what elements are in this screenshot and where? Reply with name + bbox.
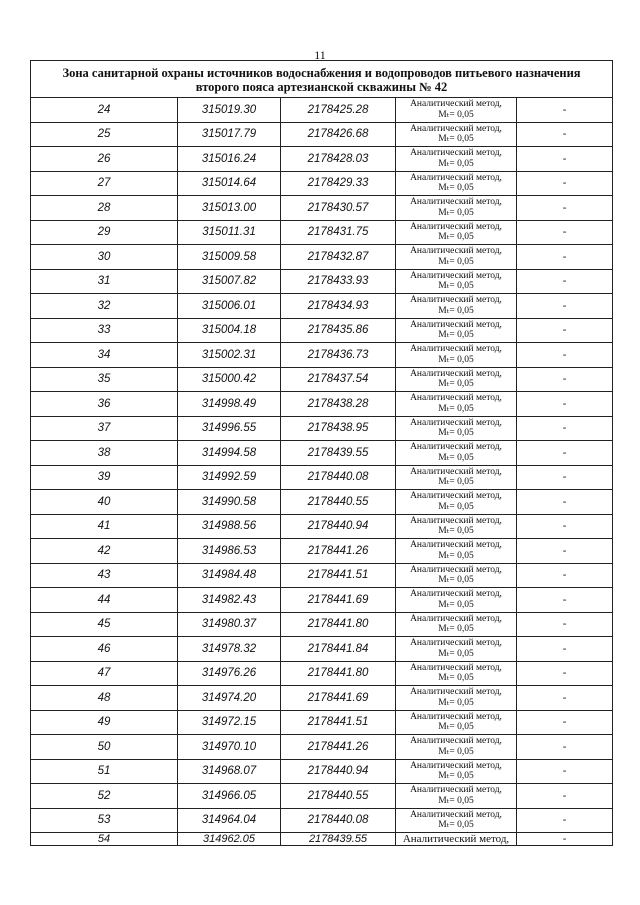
value-cell: - <box>517 588 613 613</box>
method-cell <box>396 661 517 686</box>
method-line-2: Mₜ= 0,05 <box>438 575 474 586</box>
method-line-2: Mₜ= 0,05 <box>438 109 474 120</box>
method-cell <box>396 686 517 711</box>
table-title <box>31 61 613 98</box>
method-line-1: Аналитический метод, <box>410 736 502 747</box>
table-row <box>31 588 613 613</box>
method-line-1: Аналитический метод, <box>410 785 502 796</box>
coord-x: 315004.18 <box>178 318 281 343</box>
table-row <box>31 514 613 539</box>
method-line-1: Аналитический метод, <box>410 564 502 575</box>
page-number: 11 <box>314 48 326 62</box>
coord-y: 2178440.55 <box>281 784 396 809</box>
coord-y: 2178439.55 <box>281 833 396 846</box>
coord-x: 314984.48 <box>178 563 281 588</box>
coord-x: 314992.59 <box>178 465 281 490</box>
point-number: 42 <box>31 539 178 564</box>
coord-y: 2178441.51 <box>281 563 396 588</box>
table-row <box>31 784 613 809</box>
method-cell <box>396 441 517 466</box>
table-row <box>31 392 613 417</box>
point-number: 27 <box>31 171 178 196</box>
point-number: 38 <box>31 441 178 466</box>
point-number: 24 <box>31 98 178 123</box>
method-line-1: Аналитический метод, <box>410 687 502 698</box>
method-line-2: Mₜ= 0,05 <box>438 158 474 169</box>
method-line-2: Mₜ= 0,05 <box>438 501 474 512</box>
method-cell <box>396 367 517 392</box>
method-line-1: Аналитический метод, <box>410 148 502 159</box>
method-line-2: Mₜ= 0,05 <box>438 452 474 463</box>
coord-x: 315009.58 <box>178 245 281 270</box>
value-cell: - <box>517 710 613 735</box>
table-row <box>31 269 613 294</box>
method-cell <box>396 808 517 833</box>
method-line-2: Mₜ= 0,05 <box>438 673 474 684</box>
table-row <box>31 367 613 392</box>
method-cell <box>396 416 517 441</box>
value-cell: - <box>517 220 613 245</box>
point-number: 43 <box>31 563 178 588</box>
method-line-2: Mₜ= 0,05 <box>438 207 474 218</box>
coord-x: 315002.31 <box>178 343 281 368</box>
method-line-1: Аналитический метод, <box>410 393 502 404</box>
method-line-2: Mₜ= 0,05 <box>438 550 474 561</box>
point-number: 26 <box>31 147 178 172</box>
table-row <box>31 490 613 515</box>
coord-x: 314986.53 <box>178 539 281 564</box>
table-row <box>31 563 613 588</box>
table-row <box>31 122 613 147</box>
method-line-1: Аналитический метод, <box>410 319 502 330</box>
method-line-1: Аналитический метод, <box>410 368 502 379</box>
method-cell <box>396 784 517 809</box>
method-line-1: Аналитический метод, <box>410 344 502 355</box>
coord-x: 314966.05 <box>178 784 281 809</box>
point-number: 30 <box>31 245 178 270</box>
coord-y: 2178440.08 <box>281 465 396 490</box>
point-number: 37 <box>31 416 178 441</box>
method-cell <box>396 196 517 221</box>
method-cell <box>396 563 517 588</box>
value-cell: - <box>517 563 613 588</box>
method-cell <box>396 759 517 784</box>
method-line-1: Аналитический метод, <box>410 662 502 673</box>
coord-y: 2178431.75 <box>281 220 396 245</box>
table-row <box>31 637 613 662</box>
point-number: 34 <box>31 343 178 368</box>
value-cell: - <box>517 416 613 441</box>
table-title-row <box>31 61 613 98</box>
value-cell: - <box>517 637 613 662</box>
method-cell <box>396 269 517 294</box>
method-line-1: Аналитический метод, <box>410 172 502 183</box>
coord-x: 314994.58 <box>178 441 281 466</box>
table-row <box>31 98 613 123</box>
method-cell <box>396 318 517 343</box>
title-line-1: Зона санитарной охраны источников водоснабжения и водопроводов питьевого назначения <box>62 65 581 80</box>
method-line-2: Mₜ= 0,05 <box>438 232 474 243</box>
coord-x: 314970.10 <box>178 735 281 760</box>
coord-y: 2178441.26 <box>281 735 396 760</box>
value-cell: - <box>517 294 613 319</box>
method-cell: Аналитический метод, <box>396 833 517 846</box>
coord-y: 2178441.80 <box>281 661 396 686</box>
coord-y: 2178433.93 <box>281 269 396 294</box>
coord-y: 2178438.28 <box>281 392 396 417</box>
coord-y: 2178440.55 <box>281 490 396 515</box>
value-cell: - <box>517 196 613 221</box>
table-row <box>31 318 613 343</box>
value-cell: - <box>517 661 613 686</box>
point-number: 44 <box>31 588 178 613</box>
coord-x: 315007.82 <box>178 269 281 294</box>
point-number: 53 <box>31 808 178 833</box>
value-cell: - <box>517 612 613 637</box>
method-line-2: Mₜ= 0,05 <box>438 428 474 439</box>
coord-y: 2178440.08 <box>281 808 396 833</box>
method-line-2: Mₜ= 0,05 <box>438 599 474 610</box>
coord-x: 314980.37 <box>178 612 281 637</box>
point-number: 45 <box>31 612 178 637</box>
point-number: 36 <box>31 392 178 417</box>
method-line-2: Mₜ= 0,05 <box>438 379 474 390</box>
point-number: 54 <box>31 833 178 846</box>
table-row <box>31 147 613 172</box>
table-row <box>31 416 613 441</box>
coord-y: 2178438.95 <box>281 416 396 441</box>
table-row <box>31 294 613 319</box>
table-row <box>31 171 613 196</box>
value-cell: - <box>517 171 613 196</box>
method-line-1: Аналитический метод, <box>410 515 502 526</box>
method-cell <box>396 588 517 613</box>
point-number: 28 <box>31 196 178 221</box>
value-cell: - <box>517 245 613 270</box>
method-line-2: Mₜ= 0,05 <box>438 354 474 365</box>
table-row <box>31 808 613 833</box>
value-cell: - <box>517 784 613 809</box>
coord-x: 315000.42 <box>178 367 281 392</box>
value-cell: - <box>517 759 613 784</box>
method-cell <box>396 220 517 245</box>
method-line-2: Mₜ= 0,05 <box>438 526 474 537</box>
method-cell <box>396 245 517 270</box>
method-line-1: Аналитический метод, <box>410 197 502 208</box>
point-number: 50 <box>31 735 178 760</box>
coord-y: 2178425.28 <box>281 98 396 123</box>
value-cell: - <box>517 318 613 343</box>
method-line-1: Аналитический метод, <box>410 491 502 502</box>
method-cell <box>396 490 517 515</box>
method-line-2: Mₜ= 0,05 <box>438 820 474 831</box>
method-line-1: Аналитический метод, <box>410 417 502 428</box>
value-cell: - <box>517 343 613 368</box>
coord-y: 2178441.26 <box>281 539 396 564</box>
value-cell: - <box>517 833 613 846</box>
point-number: 52 <box>31 784 178 809</box>
coord-y: 2178436.73 <box>281 343 396 368</box>
value-cell: - <box>517 686 613 711</box>
coord-y: 2178428.03 <box>281 147 396 172</box>
value-cell: - <box>517 269 613 294</box>
method-line-2: Mₜ= 0,05 <box>438 403 474 414</box>
coord-x: 314976.26 <box>178 661 281 686</box>
coord-x: 314972.15 <box>178 710 281 735</box>
method-line-1: Аналитический метод, <box>410 466 502 477</box>
point-number: 46 <box>31 637 178 662</box>
coord-x: 315006.01 <box>178 294 281 319</box>
table-row <box>31 759 613 784</box>
method-line-1: Аналитический метод, <box>410 99 502 110</box>
method-line-2: Mₜ= 0,05 <box>438 697 474 708</box>
coord-y: 2178430.57 <box>281 196 396 221</box>
point-number: 48 <box>31 686 178 711</box>
table-row <box>31 196 613 221</box>
coord-y: 2178441.69 <box>281 686 396 711</box>
point-number: 41 <box>31 514 178 539</box>
value-cell: - <box>517 98 613 123</box>
value-cell: - <box>517 539 613 564</box>
coord-y: 2178441.69 <box>281 588 396 613</box>
value-cell: - <box>517 392 613 417</box>
table-row <box>31 220 613 245</box>
coord-x: 315013.00 <box>178 196 281 221</box>
method-line-2: Mₜ= 0,05 <box>438 722 474 733</box>
value-cell: - <box>517 367 613 392</box>
coord-x: 314964.04 <box>178 808 281 833</box>
point-number: 51 <box>31 759 178 784</box>
point-number: 33 <box>31 318 178 343</box>
point-number: 31 <box>31 269 178 294</box>
method-cell <box>396 122 517 147</box>
method-line-1: Аналитический метод, <box>410 221 502 232</box>
point-number: 35 <box>31 367 178 392</box>
value-cell: - <box>517 147 613 172</box>
coord-y: 2178432.87 <box>281 245 396 270</box>
coord-x: 315014.64 <box>178 171 281 196</box>
method-line-1: Аналитический метод, <box>410 589 502 600</box>
coordinates-table <box>30 60 613 846</box>
method-line-1: Аналитический метод, <box>410 442 502 453</box>
table-row <box>31 441 613 466</box>
coord-x: 314978.32 <box>178 637 281 662</box>
coord-y: 2178439.55 <box>281 441 396 466</box>
coord-x: 314990.58 <box>178 490 281 515</box>
table-row <box>31 710 613 735</box>
value-cell: - <box>517 441 613 466</box>
method-line-1: Аналитический метод, <box>410 638 502 649</box>
table-row <box>31 686 613 711</box>
coord-x: 314974.20 <box>178 686 281 711</box>
method-line-2: Mₜ= 0,05 <box>438 624 474 635</box>
method-line-1: Аналитический метод, <box>410 295 502 306</box>
coord-y: 2178440.94 <box>281 514 396 539</box>
method-line-1: Аналитический метод, <box>410 540 502 551</box>
method-line-2: Mₜ= 0,05 <box>438 281 474 292</box>
coord-x: 315017.79 <box>178 122 281 147</box>
point-number: 32 <box>31 294 178 319</box>
method-line-2: Mₜ= 0,05 <box>438 771 474 782</box>
point-number: 39 <box>31 465 178 490</box>
method-line-2: Mₜ= 0,05 <box>438 134 474 145</box>
coord-x: 315019.30 <box>178 98 281 123</box>
method-cell <box>396 514 517 539</box>
coord-y: 2178440.94 <box>281 759 396 784</box>
method-cell <box>396 612 517 637</box>
value-cell: - <box>517 514 613 539</box>
method-cell <box>396 98 517 123</box>
method-cell <box>396 710 517 735</box>
method-cell <box>396 637 517 662</box>
method-line-1: Аналитический метод, <box>410 270 502 281</box>
method-cell <box>396 171 517 196</box>
coord-y: 2178435.86 <box>281 318 396 343</box>
value-cell: - <box>517 490 613 515</box>
coord-y: 2178426.68 <box>281 122 396 147</box>
coord-x: 314996.55 <box>178 416 281 441</box>
table-row <box>31 465 613 490</box>
point-number: 40 <box>31 490 178 515</box>
value-cell: - <box>517 735 613 760</box>
method-cell <box>396 735 517 760</box>
table-row <box>31 735 613 760</box>
method-line-2: Mₜ= 0,05 <box>438 183 474 194</box>
method-line-1: Аналитический метод, <box>410 123 502 134</box>
value-cell: - <box>517 808 613 833</box>
coord-y: 2178429.33 <box>281 171 396 196</box>
method-cell <box>396 539 517 564</box>
table-row <box>31 833 613 846</box>
coord-x: 314982.43 <box>178 588 281 613</box>
coord-x: 314962.05 <box>178 833 281 846</box>
coord-y: 2178434.93 <box>281 294 396 319</box>
coord-y: 2178437.54 <box>281 367 396 392</box>
table-row <box>31 343 613 368</box>
method-line-1: Аналитический метод, <box>410 711 502 722</box>
method-cell <box>396 392 517 417</box>
coord-x: 314968.07 <box>178 759 281 784</box>
coord-y: 2178441.80 <box>281 612 396 637</box>
table-row <box>31 245 613 270</box>
point-number: 47 <box>31 661 178 686</box>
document-table-container <box>30 60 612 846</box>
method-cell <box>396 465 517 490</box>
method-line-2: Mₜ= 0,05 <box>438 256 474 267</box>
coord-x: 315011.31 <box>178 220 281 245</box>
title-line-2: второго пояса артезианской скважины № 42 <box>195 79 448 94</box>
coord-x: 314998.49 <box>178 392 281 417</box>
method-line-2: Mₜ= 0,05 <box>438 477 474 488</box>
method-cell <box>396 294 517 319</box>
method-line-2: Mₜ= 0,05 <box>438 648 474 659</box>
method-line-2: Mₜ= 0,05 <box>438 305 474 316</box>
point-number: 25 <box>31 122 178 147</box>
value-cell: - <box>517 122 613 147</box>
method-line-1: Аналитический метод, <box>410 246 502 257</box>
method-line-2: Mₜ= 0,05 <box>438 746 474 757</box>
coord-x: 314988.56 <box>178 514 281 539</box>
coord-y: 2178441.51 <box>281 710 396 735</box>
method-cell <box>396 147 517 172</box>
point-number: 29 <box>31 220 178 245</box>
method-line-1: Аналитический метод, <box>410 760 502 771</box>
table-row <box>31 539 613 564</box>
coord-y: 2178441.84 <box>281 637 396 662</box>
point-number: 49 <box>31 710 178 735</box>
table-row <box>31 612 613 637</box>
method-line-2: Mₜ= 0,05 <box>438 795 474 806</box>
method-line-2: Mₜ= 0,05 <box>438 330 474 341</box>
method-line-1: Аналитический метод, <box>410 613 502 624</box>
value-cell: - <box>517 465 613 490</box>
method-line-1: Аналитический метод, <box>410 809 502 820</box>
coord-x: 315016.24 <box>178 147 281 172</box>
table-row <box>31 661 613 686</box>
method-cell <box>396 343 517 368</box>
